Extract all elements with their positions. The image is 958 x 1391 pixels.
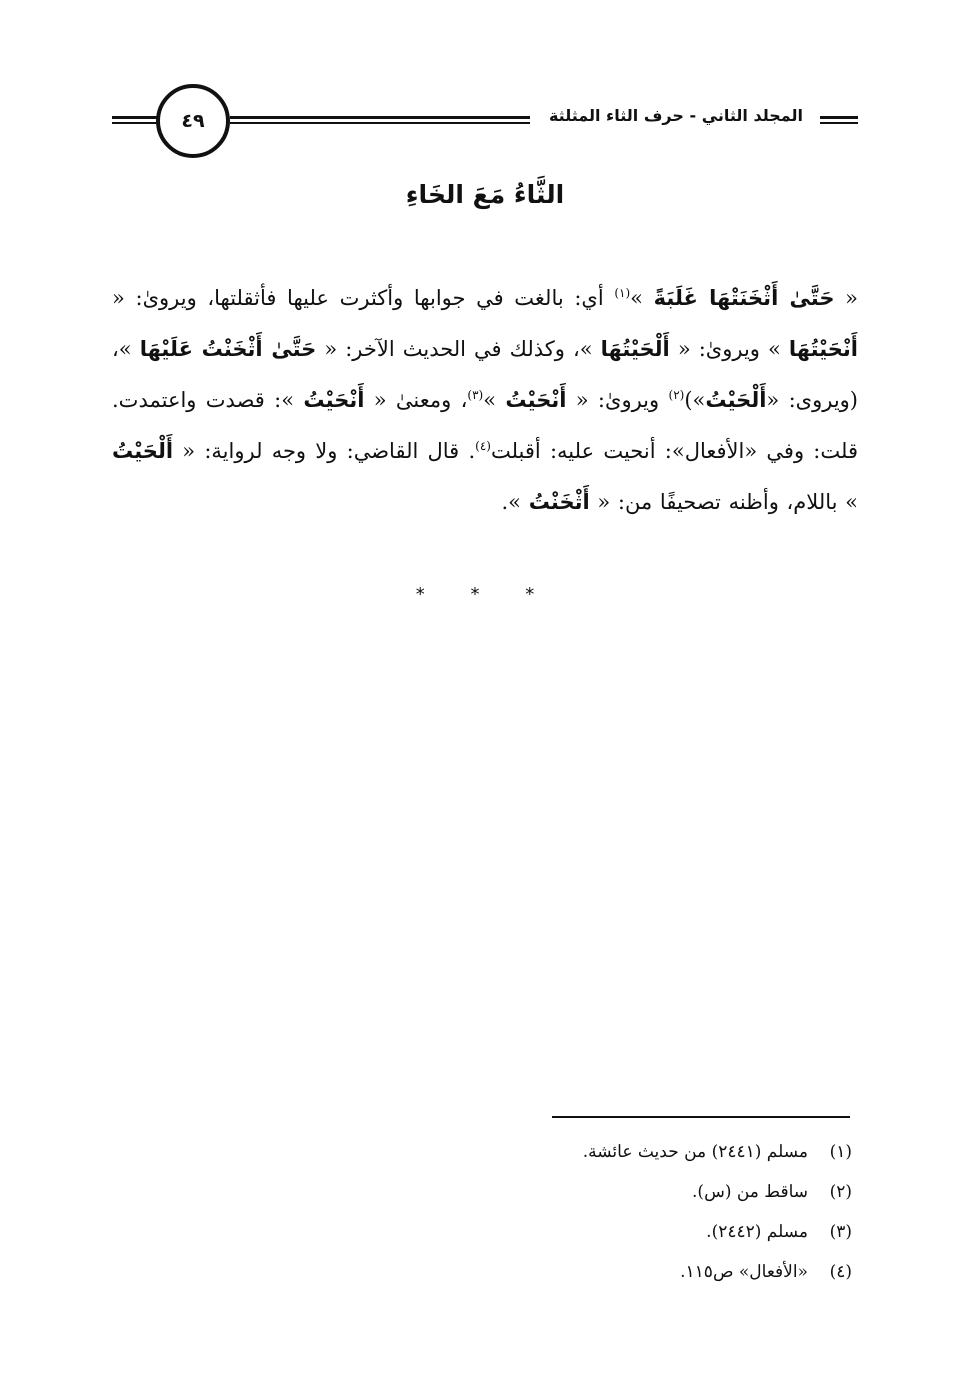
footnote-marker: (١) (614, 286, 631, 300)
body-text-run: » (630, 286, 654, 310)
footnote-text: مسلم (٢٤٤١) من حديث عائشة. (582, 1142, 808, 1162)
variant-word: أَنْحَيْتُ (303, 388, 365, 412)
body-paragraph (112, 273, 858, 528)
footnote-item (420, 1172, 852, 1212)
footnote-rule (552, 1116, 850, 1118)
footnote-text: ساقط من (س). (692, 1182, 808, 1202)
footnote-item (420, 1252, 852, 1292)
running-header (112, 82, 858, 166)
footnotes (420, 1132, 852, 1292)
section-heading: الثَّاءُ مَعَ الخَاءِ (405, 180, 565, 209)
hadith-quote: حَتَّىٰ أَثْخَنَتْهَا غَلَبَةً (653, 286, 835, 310)
header-rule-left (112, 116, 160, 124)
body-text-run: أي: بالغت في جوابها وأكثرت عليها فأثقلتها، ويرویٰ: « (112, 286, 615, 310)
hadith-quote: حَتَّىٰ أَثْخَنْتُ عَلَيْهَا (139, 337, 317, 361)
footnote-number: (٣) (829, 1222, 852, 1242)
body-text-run: » ويرویٰ: « (669, 337, 789, 361)
footnote-number: (٤) (829, 1262, 852, 1282)
variant-word: أَلْحَيْتُ (705, 388, 767, 412)
header-rule-middle (230, 116, 530, 124)
page-number: ٤٩ (181, 110, 205, 132)
variant-word: أَلْحَيْتُ (112, 439, 174, 463)
variant-word: أَنْحَيْتُ (505, 388, 567, 412)
running-title: المجلد الثاني - حرف الثاء المثلثة (548, 106, 804, 125)
footnote-text: مسلم (٢٤٤٢). (706, 1222, 808, 1242)
variant-word: أَثْخَنْتُ (528, 490, 590, 514)
variant-word: أَنْحَيْتُهَا (788, 337, 859, 361)
footnote-marker: (٢) (668, 388, 685, 402)
body-text-run: ويرویٰ: « (566, 388, 669, 412)
footnote-text: «الأفعال» ص١١٥. (680, 1262, 808, 1282)
body-text-run: »، (ويروى: « (112, 337, 858, 412)
footnote-number: (١) (829, 1142, 852, 1162)
footnote-marker: (٣) (467, 388, 484, 402)
page-number-ring (156, 84, 230, 158)
body-text-run: ») (684, 388, 706, 412)
footnote-number: (٢) (829, 1182, 852, 1202)
body-text-run: »: قصدت واعتمدت. قلت: وفي «الأفعال»: أنحيت عليه: أقبلت (112, 388, 858, 463)
variant-word: أَلْحَيْتُهَا (600, 337, 670, 361)
body-text-run: ، ومعنىٰ « (364, 388, 468, 412)
footnote-item (420, 1132, 852, 1172)
footnote-item (420, 1212, 852, 1252)
body-text-run: » (483, 388, 506, 412)
body-text-run: » باللام، وأظنه تصحيفًا من: « (589, 490, 858, 514)
header-rule-right (820, 116, 858, 124)
body-text-run: »، وكذلك في الحديث الآخر: « (316, 337, 601, 361)
section-separator: * * * (415, 584, 555, 605)
body-text-run: « (834, 286, 858, 310)
footnote-marker: (٤) (475, 439, 491, 453)
body-text-run: . قال القاضي: ولا وجه لرواية: « (173, 439, 476, 463)
body-text-run: ». (501, 490, 529, 514)
